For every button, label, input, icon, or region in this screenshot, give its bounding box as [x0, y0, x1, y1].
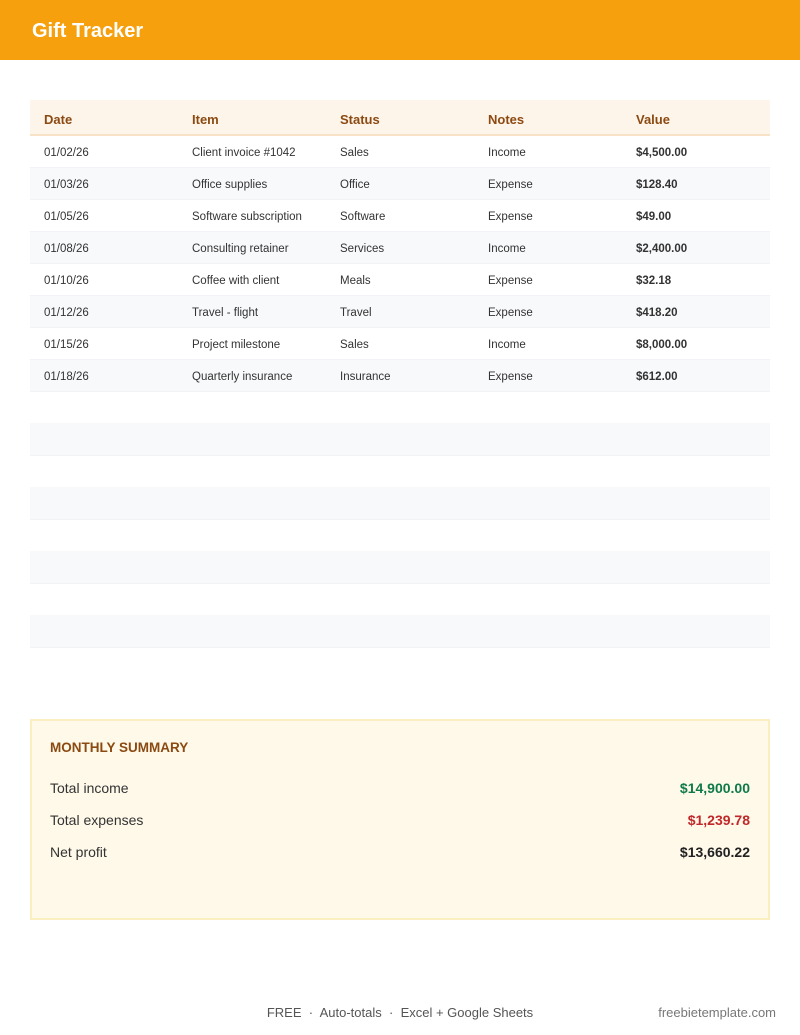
footer-tag-sheets: Excel + Google Sheets	[400, 1005, 534, 1020]
table-row[interactable]	[30, 200, 770, 232]
cell-status: Insurance	[340, 371, 391, 383]
cell-notes: Income	[488, 339, 526, 351]
cell-value: $2,400.00	[636, 243, 688, 255]
summary-title: MONTHLY SUMMARY	[50, 740, 189, 755]
cell-notes: Income	[488, 147, 526, 159]
monthly-summary-panel	[30, 719, 770, 920]
column-header-date: Date	[44, 112, 73, 127]
cell-item: Software subscription	[192, 211, 302, 223]
cell-value: $49.00	[636, 211, 672, 223]
summary-label: Total expenses	[50, 812, 144, 828]
cell-status: Office	[340, 179, 370, 191]
cell-status: Meals	[340, 275, 371, 287]
header-bar	[0, 0, 800, 60]
cell-status: Software	[340, 211, 386, 223]
empty-table-row[interactable]	[30, 423, 770, 456]
cell-item: Project milestone	[192, 339, 281, 351]
summary-label: Net profit	[50, 844, 107, 860]
footer-site-link[interactable]: freebietemplate.com	[658, 1005, 776, 1020]
table-row[interactable]	[30, 232, 770, 264]
cell-value: $418.20	[636, 307, 678, 319]
table-row[interactable]	[30, 296, 770, 328]
column-header-notes: Notes	[488, 112, 525, 127]
table-row[interactable]	[30, 264, 770, 296]
summary-row-net-profit	[50, 844, 750, 864]
cell-item: Consulting retainer	[192, 243, 289, 255]
cell-date: 01/03/26	[44, 179, 89, 191]
footer-tag-free: FREE	[266, 1005, 302, 1020]
table-row[interactable]	[30, 168, 770, 200]
column-header-status: Status	[340, 112, 380, 127]
column-header-value: Value	[636, 112, 670, 127]
cell-item: Coffee with client	[192, 275, 280, 287]
footer-separator: ·	[388, 1005, 394, 1020]
empty-table-row[interactable]	[30, 487, 770, 520]
cell-value: $8,000.00	[636, 339, 688, 351]
cell-date: 01/10/26	[44, 275, 89, 287]
table-row[interactable]	[30, 328, 770, 360]
summary-label: Total income	[50, 780, 129, 796]
column-header-item: Item	[192, 112, 219, 127]
cell-status: Sales	[340, 147, 369, 159]
cell-date: 01/02/26	[44, 147, 89, 159]
empty-table-row[interactable]	[30, 551, 770, 584]
cell-status: Services	[340, 243, 385, 255]
cell-item: Quarterly insurance	[192, 371, 293, 383]
summary-amount: $1,239.78	[687, 812, 750, 828]
cell-notes: Expense	[488, 371, 533, 383]
cell-notes: Expense	[488, 211, 533, 223]
cell-item: Office supplies	[192, 179, 268, 191]
table-row[interactable]	[30, 360, 770, 392]
cell-date: 01/05/26	[44, 211, 89, 223]
empty-table-row[interactable]	[30, 615, 770, 648]
cell-item: Client invoice #1042	[192, 147, 296, 159]
cell-value: $32.18	[636, 275, 672, 287]
table-row[interactable]	[30, 136, 770, 168]
cell-date: 01/08/26	[44, 243, 89, 255]
page-title: Gift Tracker	[32, 20, 144, 42]
footer-separator: ·	[308, 1005, 314, 1020]
cell-status: Travel	[340, 307, 372, 319]
summary-amount: $13,660.22	[679, 844, 750, 860]
table-header	[30, 100, 770, 136]
summary-row-expenses	[50, 812, 750, 832]
footer-tag-auto-totals: Auto-totals	[319, 1005, 382, 1020]
cell-notes: Expense	[488, 275, 533, 287]
cell-date: 01/18/26	[44, 371, 89, 383]
cell-date: 01/12/26	[44, 307, 89, 319]
cell-date: 01/15/26	[44, 339, 89, 351]
cell-item: Travel - flight	[192, 307, 259, 319]
cell-value: $128.40	[636, 179, 678, 191]
cell-value: $612.00	[636, 371, 678, 383]
transactions-table	[30, 100, 770, 392]
cell-value: $4,500.00	[636, 147, 688, 159]
cell-notes: Expense	[488, 307, 533, 319]
footer	[0, 1005, 800, 1021]
cell-notes: Income	[488, 243, 526, 255]
summary-row-income	[50, 780, 750, 800]
cell-notes: Expense	[488, 179, 533, 191]
cell-status: Sales	[340, 339, 369, 351]
summary-amount: $14,900.00	[679, 780, 750, 796]
